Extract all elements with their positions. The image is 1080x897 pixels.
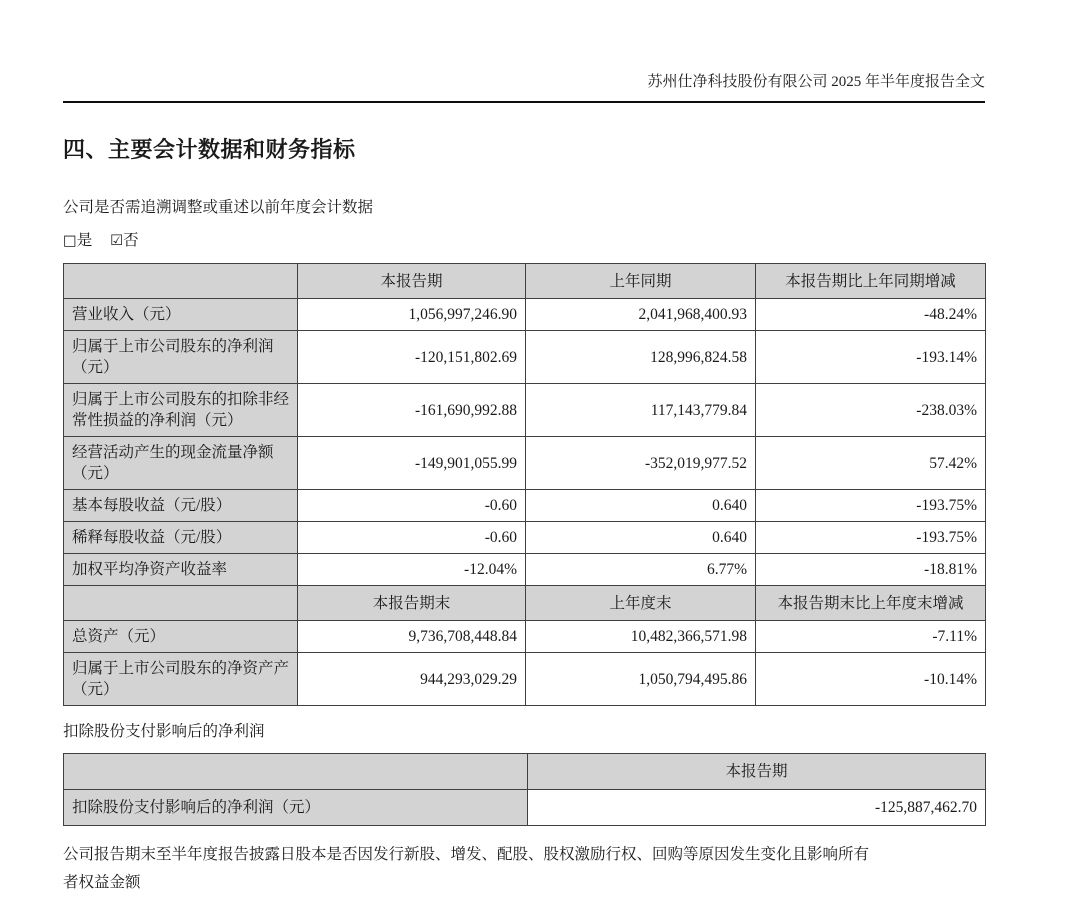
corner-cell [64,586,298,621]
prior-period-cell: 0.640 [526,522,756,554]
current-period-cell: 9,736,708,448.84 [298,621,526,653]
change-cell: -7.11% [756,621,986,653]
prior-period-cell: 1,050,794,495.86 [526,653,756,706]
table-row-net-profit-excl-nonrecurring [64,384,986,437]
change-cell: -193.14% [756,331,986,384]
prior-period-cell: 0.640 [526,490,756,522]
corner-cell [64,754,528,790]
section-title: 四、主要会计数据和财务指标 [63,137,356,162]
change-cell: -10.14% [756,653,986,706]
period-header-cell: 本报告期 [528,754,986,790]
table-row-diluted-eps [64,522,986,554]
current-period-cell: -161,690,992.88 [298,384,526,437]
prior-period-cell: 10,482,366,571.98 [526,621,756,653]
prior-period-cell: 128,996,824.58 [526,331,756,384]
prior-period-cell: 117,143,779.84 [526,384,756,437]
current-period-cell: -12.04% [298,554,526,586]
current-period-cell: 1,056,997,246.90 [298,299,526,331]
table-row-net-profit-excl-share-payment [64,790,986,826]
period-header-cell: 本报告期末 [298,586,526,621]
period-header-cell: 上年同期 [526,264,756,299]
change-cell: -18.81% [756,554,986,586]
prior-period-cell: 6.77% [526,554,756,586]
prior-period-cell: -352,019,977.52 [526,437,756,490]
period-header-cell: 本报告期末比上年度末增减 [756,586,986,621]
checkbox-no [110,232,139,249]
change-cell: 57.42% [756,437,986,490]
table-row-net-assets [64,653,986,706]
restatement-answer [63,230,985,252]
restatement-question: 公司是否需追溯调整或重述以前年度会计数据 [63,199,374,216]
row-label-cell: 经营活动产生的现金流量净额（元） [64,437,298,490]
footer-note-line: 公司报告期末至半年度报告披露日股本是否因发行新股、增发、配股、股权激励行权、回购等原因发生变化且影响所有 [63,846,870,863]
period-header-row [64,264,986,299]
table-row-total-assets [64,621,986,653]
checkbox-yes [63,232,92,249]
row-label-cell: 稀释每股收益（元/股） [64,522,298,554]
financial-indicators-table [63,263,986,706]
current-period-cell: -0.60 [298,490,526,522]
table-row-operating-cash-flow [64,437,986,490]
current-period-cell: -125,887,462.70 [528,790,986,826]
current-period-cell: -0.60 [298,522,526,554]
row-label-cell: 扣除股份支付影响后的净利润（元） [64,790,528,826]
checkbox-yes-label: 是 [76,232,93,249]
share-payment-table [63,753,986,826]
current-period-cell: 944,293,029.29 [298,653,526,706]
table-row-weighted-avg-roe [64,554,986,586]
period-header-cell: 本报告期 [298,264,526,299]
change-cell: -193.75% [756,522,986,554]
footer-note [63,841,985,897]
header-divider [63,101,985,103]
report-header-title: 苏州仕净科技股份有限公司 2025 年半年度报告全文 [647,74,985,90]
period-end-header-row [64,586,986,621]
row-label-cell: 营业收入（元） [64,299,298,331]
corner-cell [64,264,298,299]
row-label-cell: 总资产（元） [64,621,298,653]
prior-period-cell: 2,041,968,400.93 [526,299,756,331]
row-label-cell: 归属于上市公司股东的净资产产（元） [64,653,298,706]
change-cell: -238.03% [756,384,986,437]
table-row-revenue [64,299,986,331]
period-header-cell: 上年度末 [526,586,756,621]
table-row-basic-eps [64,490,986,522]
row-label-cell: 归属于上市公司股东的扣除非经常性损益的净利润（元） [64,384,298,437]
current-period-cell: -149,901,055.99 [298,437,526,490]
report-page [63,0,985,897]
row-label-cell: 归属于上市公司股东的净利润（元） [64,331,298,384]
share-payment-note: 扣除股份支付影响后的净利润 [63,723,265,740]
change-cell: -48.24% [756,299,986,331]
footer-note-line: 者权益金额 [63,874,141,891]
row-label-cell: 基本每股收益（元/股） [64,490,298,522]
period-header-cell: 本报告期比上年同期增减 [756,264,986,299]
checkbox-checked-icon: ☑ [110,233,124,249]
change-cell: -193.75% [756,490,986,522]
current-period-cell: -120,151,802.69 [298,331,526,384]
share-payment-header-row [64,754,986,790]
checkbox-unchecked-icon: □ [63,233,77,249]
table-row-net-profit [64,331,986,384]
checkbox-no-label: 否 [123,232,139,249]
row-label-cell: 加权平均净资产收益率 [64,554,298,586]
